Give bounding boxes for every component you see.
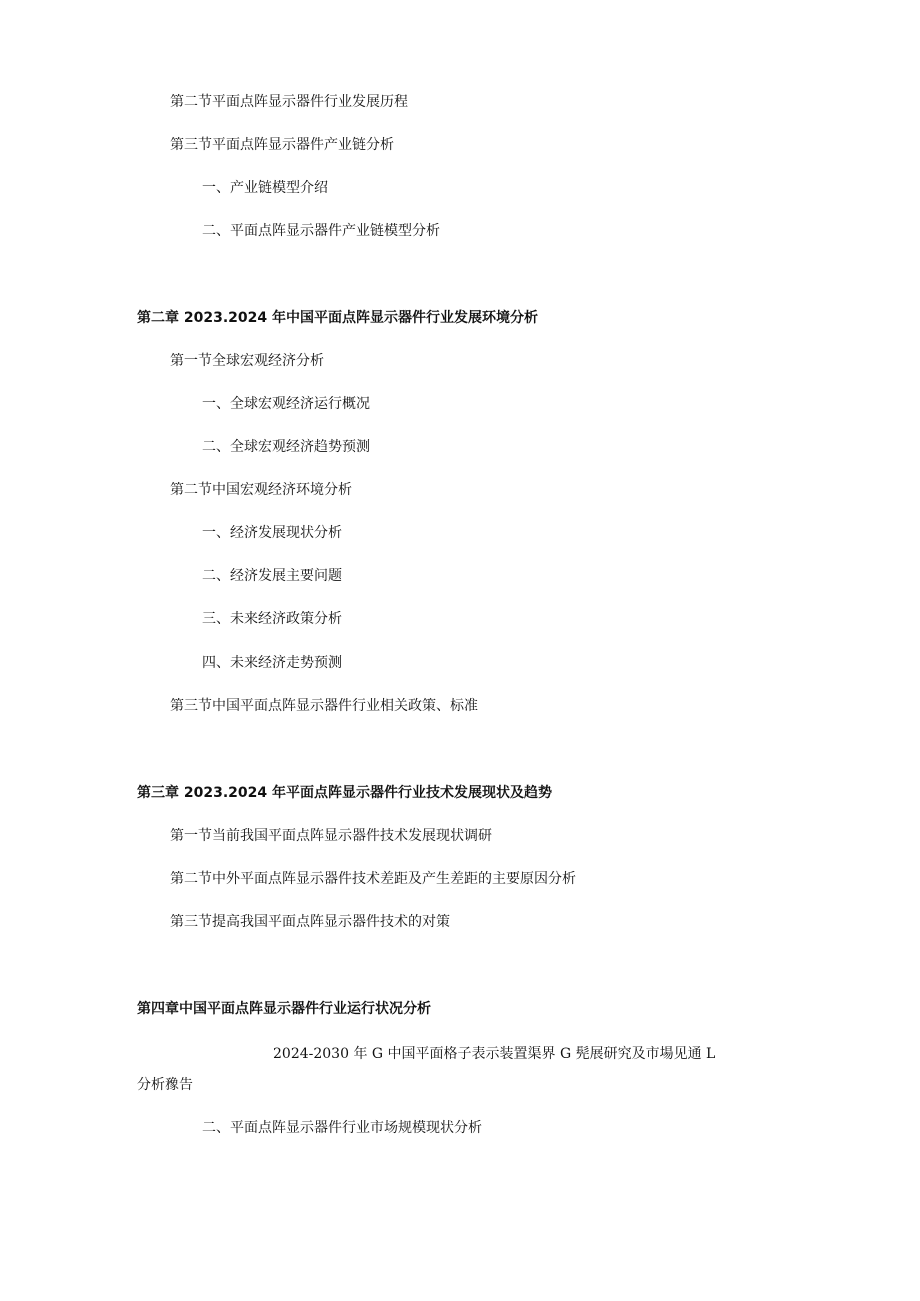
toc-item-2-2-1: 一、经济发展现状分析 — [202, 525, 342, 541]
toc-section-2-3: 第三节中国平面点阵显示器件行业相关政策、标准 — [170, 698, 478, 714]
toc-chapter-3: 第三章 2023.2024 年平面点阵显示器件行业技术发展现状及趋势 — [137, 785, 552, 801]
toc-item-2-2-2: 二、经济发展主要问题 — [202, 568, 342, 584]
toc-section-3-3: 第三节提高我国平面点阵显示器件技术的对策 — [170, 914, 450, 930]
toc-chapter-2: 第二章 2023.2024 年中国平面点阵显示器件行业发展环境分析 — [137, 310, 538, 326]
running-header-line-2: 分析䂊告 — [137, 1077, 193, 1093]
toc-section-3-2: 第二节中外平面点阵显示器件技术差距及产生差距的主要原因分析 — [170, 871, 576, 887]
toc-section-3-1: 第一节当前我国平面点阵显示器件技术发展现状调研 — [170, 828, 492, 844]
running-header-line-1: 2024-2030 年 G 中国平面格子表示装置渠界 G 髡展研究及市場见通 L — [273, 1046, 716, 1062]
toc-item-2-1-2: 二、全球宏观经济趋势预测 — [202, 439, 370, 455]
toc-section-2-2: 第二节中国宏观经济环境分析 — [170, 482, 352, 498]
toc-item-2-2-3: 三、未来经济政策分析 — [202, 611, 342, 627]
toc-item-1-3-2: 二、平面点阵显示器件产业链模型分析 — [202, 223, 440, 239]
toc-item-2-1-1: 一、全球宏观经济运行概况 — [202, 396, 370, 412]
toc-item-4-x-2: 二、平面点阵显示器件行业市场规模现状分析 — [202, 1120, 482, 1136]
toc-section-1-3: 第三节平面点阵显示器件产业链分析 — [170, 137, 394, 153]
toc-section-1-2: 第二节平面点阵显示器件行业发展历程 — [170, 94, 408, 110]
toc-item-1-3-1: 一、产业链模型介绍 — [202, 180, 328, 196]
toc-item-2-2-4: 四、未来经济走势预测 — [202, 655, 342, 671]
toc-section-2-1: 第一节全球宏观经济分析 — [170, 353, 324, 369]
toc-chapter-4: 第四章中国平面点阵显示器件行业运行状况分析 — [137, 1001, 431, 1017]
